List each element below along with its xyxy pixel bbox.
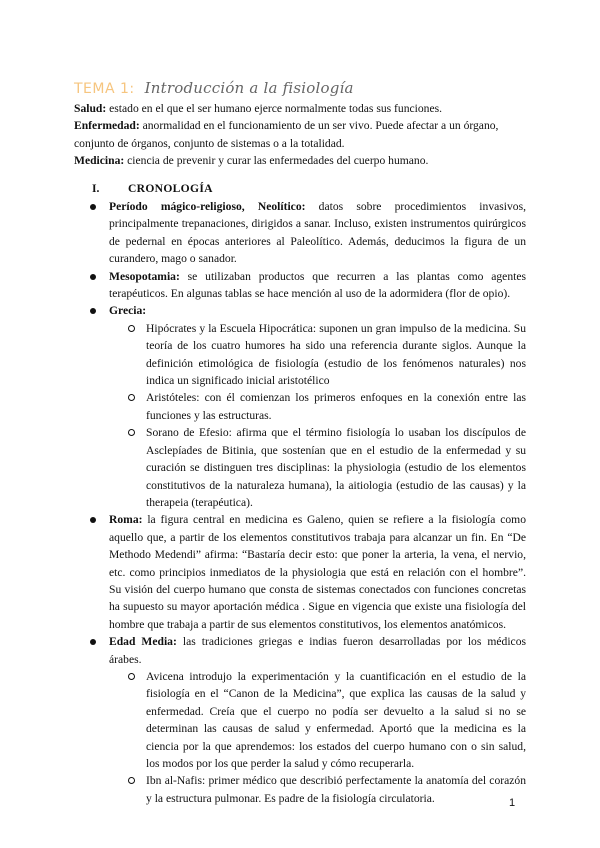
- list-item-roma: [74, 511, 526, 633]
- item-text: las tradiciones griegas e indias fueron desarrolladas por los médicos árabes.: [109, 635, 526, 666]
- subitem-text: Ibn al-Nafis: primer médico que describió perfectamente la anatomía del corazón y la estructura pulmonar. Es padre de la fisiología circulatoria.: [146, 774, 526, 805]
- sublist-item-aristoteles: [109, 389, 526, 424]
- circle-bullet-icon: [128, 394, 135, 401]
- subitem-text: Sorano de Efesio: afirma que el término fisiología lo usaban los discípulos de Asclepíades de Bitinia, que sostenían que en el estudio de la enfermedad y su curación se distinguen tres disciplinas: la physiologia (estudio de los elementos constitutivos de la naturaleza humana), la aitiologia (estudio de las causas) y la therapeia (terapéutica).: [146, 426, 526, 509]
- subitem-text: Aristóteles: con él comienzan los primeros enfoques en la conexión entre las funciones y las estructuras.: [146, 391, 526, 422]
- definition-text: anormalidad en el funcionamiento de un ser vivo. Puede afectar a un órgano, conjunto de órganos, conjunto de sistemas o a la totalidad.: [74, 119, 499, 150]
- section-heading: [74, 180, 526, 198]
- item-term: Grecia:: [109, 304, 147, 318]
- subitem-text: Avicena introdujo la experimentación y la cuantificación en el estudio de la fisiología en el “Canon de la Medicina”, que explica las causas de la salud y enfermedad. Creía que el cuerpo no podía ser devuelto a la salud si no se determinan las causas de salud y enfermedad. Aportó que la medicina es la ciencia por la que aprendemos: los estados del cuerpo humano con o sin salud, los modos por los que perder la salud y cómo recuperarla.: [146, 669, 526, 770]
- circle-bullet-icon: [128, 777, 135, 784]
- definition-term: Medicina:: [74, 154, 125, 168]
- section-title: CRONOLOGÍA: [128, 182, 213, 195]
- bullet-icon: [90, 204, 96, 210]
- bullet-icon: [90, 517, 96, 523]
- item-term: Mesopotamia:: [109, 269, 180, 283]
- sublist-item-avicena: [109, 668, 526, 772]
- item-term: Edad Media:: [109, 635, 177, 649]
- bullet-icon: [90, 274, 96, 280]
- definition-term: Enfermedad:: [74, 119, 140, 133]
- sublist-item-ibn-al-nafis: [109, 772, 526, 807]
- definitions-block: [74, 100, 526, 170]
- grecia-sublist: [109, 320, 526, 511]
- definition-enfermedad: [74, 117, 526, 152]
- tema-label: TEMA 1:: [74, 81, 135, 97]
- item-term: Período mágico-religioso, Neolítico:: [109, 200, 306, 213]
- item-text: la figura central en medicina es Galeno, quien se refiere a la fisiología como aquello que, a partir de los elementos constitutivos trabaja para alcanzar un fin. En “De Methodo Medendi” afirma: “Bastaría decir esto: que poner la arteria, la vena, el nervio, etc. como principios inmediatos de la physiologia que está en relación con el hombre”. Su visión del cuerpo humano que consta de sistemas conectados con funciones concretas ha supuesto su mayor aportación médica . Sigue en vigencia que existe una fisiología del hombre que trabaja a partir de sus elementos constitutivos, los elementos anatómicos.: [109, 513, 526, 631]
- definition-medicina: [74, 152, 526, 169]
- bullet-icon: [90, 639, 96, 645]
- edad-media-sublist: [109, 668, 526, 807]
- list-item-grecia: [74, 302, 526, 511]
- definition-salud: [74, 100, 526, 117]
- item-term: Roma:: [109, 513, 143, 527]
- section-cronologia: [74, 180, 526, 807]
- list-item-edad-media: [74, 633, 526, 807]
- list-item-neolitico: [74, 198, 526, 268]
- circle-bullet-icon: [128, 673, 135, 680]
- sublist-item-sorano: [109, 424, 526, 511]
- bullet-icon: [90, 308, 96, 314]
- definition-text: ciencia de prevenir y curar las enfermedades del cuerpo humano.: [124, 154, 429, 168]
- sublist-item-hipocrates: [109, 320, 526, 390]
- section-number: I.: [92, 182, 100, 195]
- item-text: se utilizaban productos que recurren a las plantas como agentes terapéuticos. En algunas tablas se hace mención al uso de la adormidera (flor de opio).: [109, 269, 526, 301]
- definition-term: Salud:: [74, 102, 107, 115]
- title-row: [74, 79, 354, 101]
- item-text: datos sobre procedimientos invasivos, principalmente trepanaciones, dirigidos a sanar. Incluso, existen instrumentos quirúrgicos de pedernal en épocas anteriores al Paleolítico. Además, deducimos la figura de un curandero, mago o sanador.: [109, 200, 526, 266]
- circle-bullet-icon: [128, 429, 135, 436]
- subitem-text: Hipócrates y la Escuela Hipocrática: suponen un gran impulso de la medicina. Su teoría de los cuatro humores ha sido una referencia durante siglos. Aunque la definición etimológica de fisiología (estudio de los fenómenos naturales) nos indica un significado inicial aristotélico: [146, 321, 526, 388]
- definition-text: estado en el que el ser humano ejerce normalmente todas sus funciones.: [106, 102, 443, 115]
- chronology-list: [74, 198, 526, 807]
- page-title: Introducción a la fisiología: [144, 79, 354, 97]
- circle-bullet-icon: [128, 325, 135, 332]
- list-item-mesopotamia: [74, 268, 526, 303]
- page-number: 1: [509, 797, 516, 809]
